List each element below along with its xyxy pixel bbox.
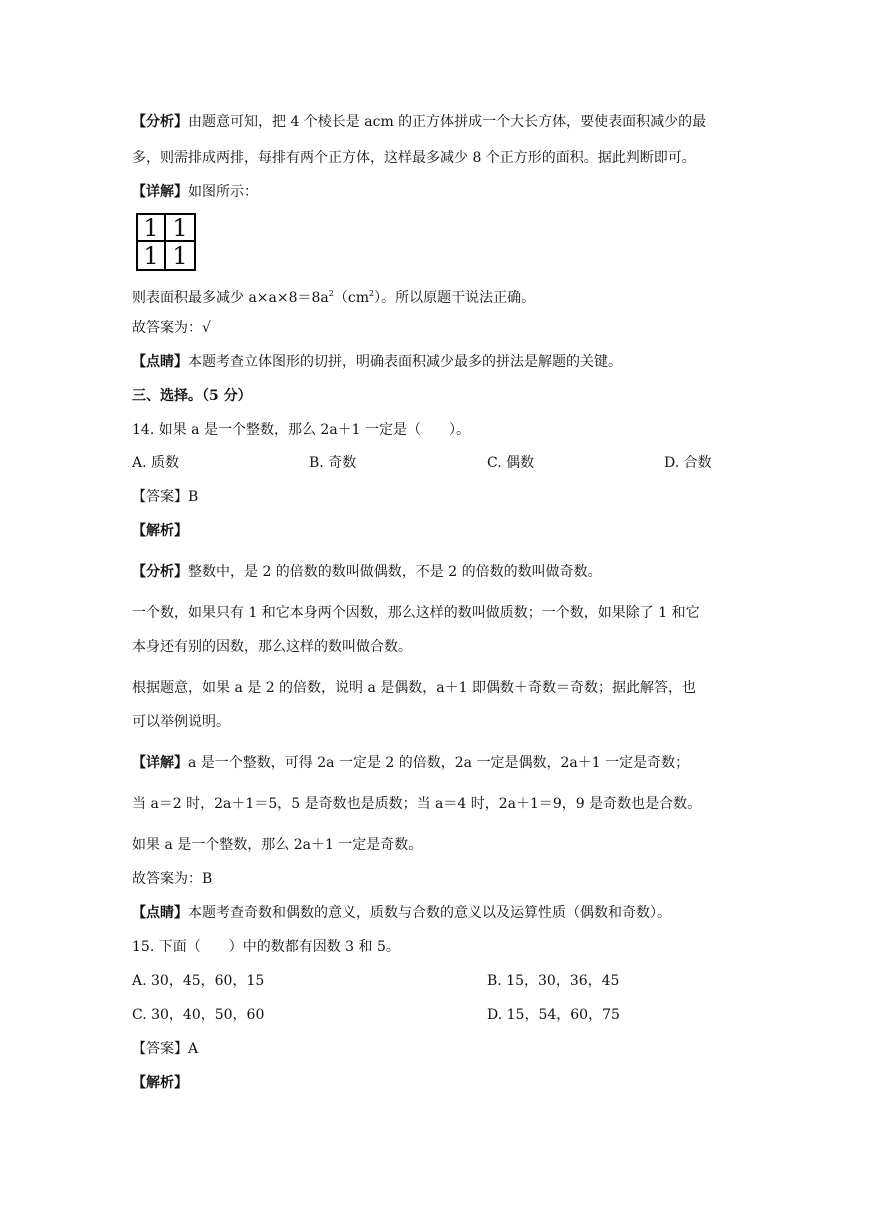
q14-parse-label: 【解析】 — [132, 523, 188, 539]
comment-label: 【点睛】 — [132, 354, 188, 370]
grid-cell: 1 — [138, 215, 166, 242]
analysis-label: 【分析】 — [132, 114, 188, 130]
comment-label: 【点睛】 — [132, 905, 188, 921]
q15-answer: 【答案】A — [132, 1041, 199, 1057]
comment-text: 本题考查奇数和偶数的意义，质数与合数的意义以及运算性质（偶数和奇数）。 — [188, 905, 671, 921]
analysis-label: 【分析】 — [132, 564, 188, 580]
section-title: 三、选择。（5 分） — [132, 388, 252, 404]
q15-option-c: C. 30，40，50，60 — [132, 1007, 265, 1023]
q14-option-d: D. 合数 — [664, 455, 712, 471]
q14-final-answer: 故答案为：B — [132, 871, 213, 887]
result-part: 则表面积最多减少 a×a×8＝8a — [132, 290, 329, 306]
q14-para3-line2: 可以举例说明。 — [132, 714, 230, 730]
q14-answer: 【答案】B — [132, 489, 199, 505]
analysis-text: 由题意可知，把 4 个棱长是 acm 的正方体拼成一个大长方体，要使表面积减少的最 — [188, 114, 707, 130]
q14-option-a: A. 质数 — [132, 455, 180, 471]
q15-parse-label: 【解析】 — [132, 1075, 188, 1091]
p1-answer: 故答案为：√ — [132, 320, 211, 336]
q14-para2-line2: 本身还有别的因数，那么这样的数叫做合数。 — [132, 639, 412, 655]
result-part: （cm — [333, 290, 369, 306]
p1-analysis-line1 — [132, 112, 706, 132]
detail-label: 【详解】 — [132, 184, 188, 200]
q14-example: 当 a＝2 时，2a＋1＝5，5 是奇数也是质数；当 a＝4 时，2a＋1＝9，9 是奇数也是合数。 — [132, 796, 702, 812]
q14-para2-line1: 一个数，如果只有 1 和它本身两个因数，那么这样的数叫做质数；一个数，如果除了 1 和它 — [132, 605, 700, 621]
detail-label: 【详解】 — [132, 755, 188, 771]
q14-question: 14. 如果 a 是一个整数，那么 2a＋1 一定是（ ）。 — [132, 422, 471, 438]
detail-text: a 是一个整数，可得 2a 一定是 2 的倍数，2a 一定是偶数，2a＋1 一定是奇数； — [188, 755, 690, 771]
q14-para3-line1: 根据题意，如果 a 是 2 的倍数，说明 a 是偶数，a＋1 即偶数＋奇数＝奇数；据此解答，也 — [132, 680, 697, 696]
result-part: ）。所以原题干说法正确。 — [374, 290, 536, 306]
p1-comment — [132, 352, 622, 372]
q14-detail — [132, 753, 689, 773]
q14-option-b: B. 奇数 — [309, 455, 357, 471]
p1-analysis-line2: 多，则需排成两排，每排有两个正方体，这样最多减少 8 个正方形的面积。据此判断即可。 — [132, 150, 696, 166]
q14-comment — [132, 903, 671, 923]
q15-option-d: D. 15，54，60，75 — [487, 1007, 620, 1023]
cube-layout-grid — [136, 213, 196, 271]
p1-detail — [132, 182, 258, 202]
analysis-text: 整数中，是 2 的倍数的数叫做偶数，不是 2 的倍数的数叫做奇数。 — [188, 564, 602, 580]
grid-cell: 1 — [138, 242, 166, 269]
comment-text: 本题考查立体图形的切拼，明确表面积减少最多的拼法是解题的关键。 — [188, 354, 622, 370]
p1-result — [132, 284, 535, 308]
grid-cell: 1 — [166, 215, 194, 242]
q14-analysis — [132, 562, 602, 582]
q15-option-a: A. 30，45，60，15 — [132, 973, 265, 989]
q14-option-c: C. 偶数 — [487, 455, 535, 471]
exponent: 2 — [328, 289, 334, 298]
q14-conclusion: 如果 a 是一个整数，那么 2a＋1 一定是奇数。 — [132, 837, 423, 853]
detail-text: 如图所示： — [188, 184, 258, 200]
exponent: 2 — [368, 289, 375, 298]
q15-option-b: B. 15，30，36，45 — [487, 973, 620, 989]
q15-question: 15. 下面（ ）中的数都有因数 3 和 5。 — [132, 939, 400, 955]
grid-cell: 1 — [172, 241, 188, 270]
